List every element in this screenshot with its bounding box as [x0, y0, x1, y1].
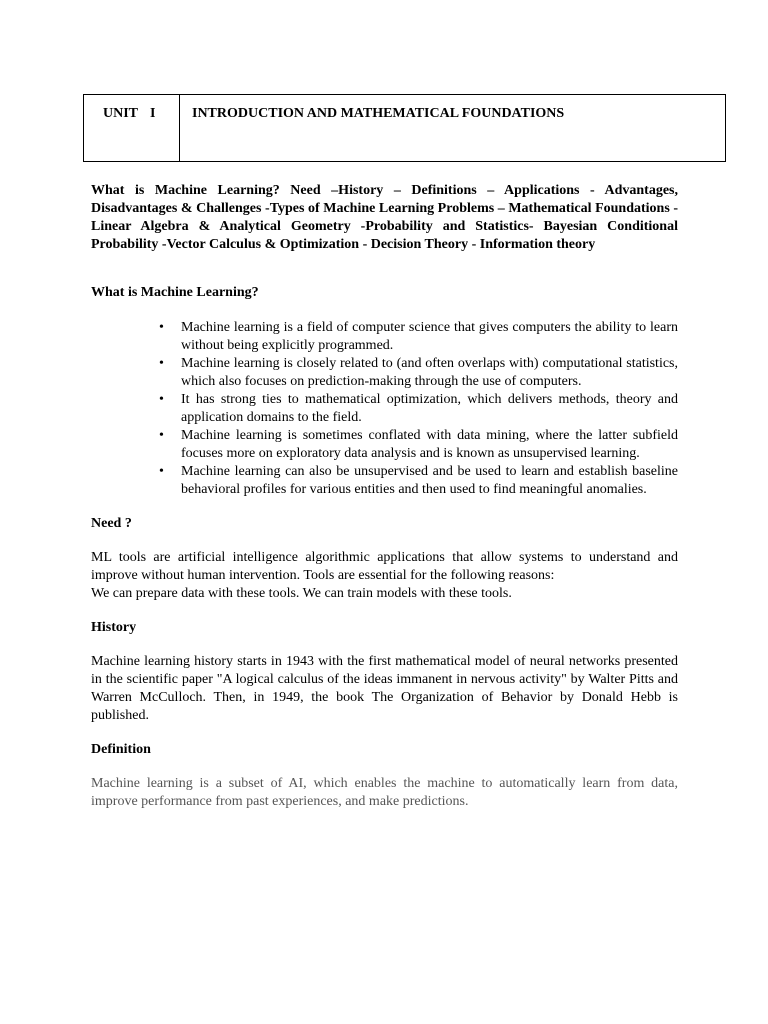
bullet-icon: •: [159, 464, 164, 479]
unit-label-cell: [84, 95, 180, 161]
syllabus-summary: What is Machine Learning? Need –History – Definitions – Applications - Advantages, Disadvantages & Challenges -Types of Machine Learning Problems – Mathematical Foundations - Linear Algebra & Analytical Geometry -Probability and Statistics- Bayesian Conditional Probability -Vector Calculus & Optimization - Decision Theory - Information theory: [91, 183, 678, 252]
unit-number: I: [150, 106, 156, 121]
list-item-text: It has strong ties to mathematical optimization, which delivers methods, theory and application domains to the field.: [181, 392, 678, 425]
list-item: [159, 319, 678, 355]
list-item-text: Machine learning can also be unsupervised and be used to learn and establish baseline behavioral profiles for various entities and then used to find meaningful anomalies.: [181, 464, 678, 497]
heading-history: History: [91, 620, 137, 635]
list-item-text: Machine learning is closely related to (and often overlaps with) computational statistics, which also focuses on prediction-making through the use of computers.: [181, 356, 678, 389]
document-body: [91, 182, 678, 811]
definition-paragraph: Machine learning is a subset of AI, which enables the machine to automatically learn from data, improve performance from past experiences, and make predictions.: [91, 776, 678, 809]
need-paragraph: ML tools are artificial intelligence algorithmic applications that allow systems to understand and improve without human intervention. Tools are essential for the following reasons:: [91, 550, 678, 583]
bullet-icon: •: [159, 428, 164, 443]
list-item: [159, 391, 678, 427]
heading-need: Need ?: [91, 516, 132, 531]
unit-header-table: [83, 94, 726, 162]
bullet-icon: •: [159, 392, 164, 407]
list-item: [159, 463, 678, 499]
list-item-text: Machine learning is a field of computer science that gives computers the ability to learn without being explicitly programmed.: [181, 320, 678, 353]
heading-definition: Definition: [91, 742, 151, 757]
bullet-icon: •: [159, 320, 164, 335]
list-item: [159, 427, 678, 463]
unit-label: UNIT: [103, 106, 139, 121]
bullet-icon: •: [159, 356, 164, 371]
ml-bullet-list: [91, 319, 678, 499]
list-item-text: Machine learning is sometimes conflated with data mining, where the latter subfield focuses more on exploratory data analysis and is known as unsupervised learning.: [181, 428, 678, 461]
need-paragraph-line2: We can prepare data with these tools. We can train models with these tools.: [91, 586, 512, 601]
history-paragraph: Machine learning history starts in 1943 with the first mathematical model of neural networks presented in the scientific paper "A logical calculus of the ideas immanent in nervous activity" by Walter Pitts and Warren McCulloch. Then, in 1949, the book The Organization of Behavior by Donald Hebb is published.: [91, 654, 678, 723]
unit-title: INTRODUCTION AND MATHEMATICAL FOUNDATIONS: [192, 106, 565, 121]
list-item: [159, 355, 678, 391]
heading-what-is-ml: What is Machine Learning?: [91, 285, 259, 300]
